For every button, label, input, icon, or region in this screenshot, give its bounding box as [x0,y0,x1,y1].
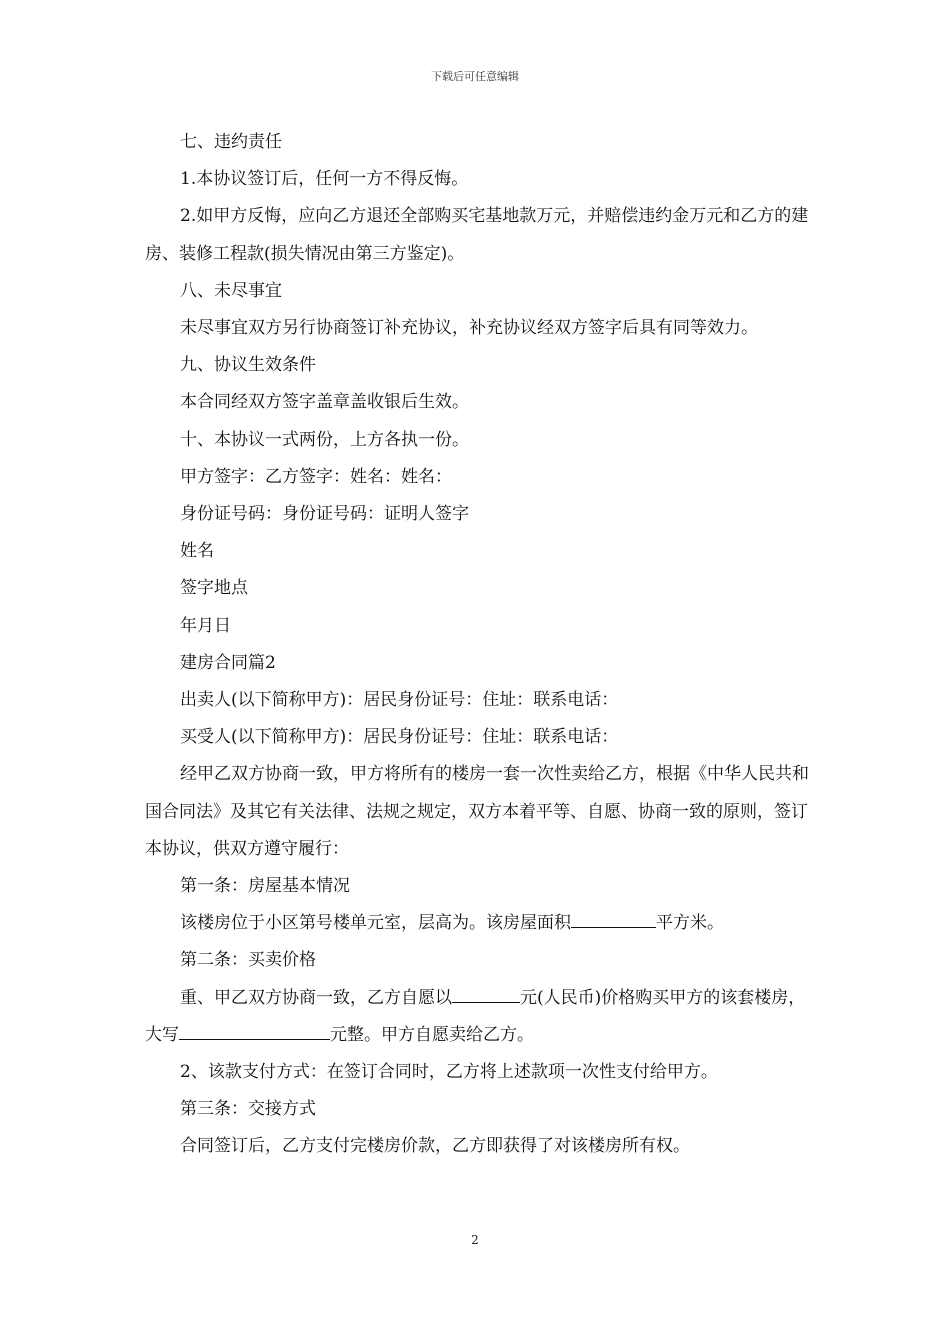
witness-name-line: 姓名 [180,541,214,562]
page-number: 2 [471,1233,479,1247]
id-number-line: 身份证号码：身份证号码：证明人签字 [180,504,469,525]
handover-line: 合同签订后，乙方支付完楼房价款，乙方即获得了对该楼房所有权。 [180,1136,690,1157]
price-line [145,980,809,1054]
signature-line: 甲方签字：乙方签字：姓名：姓名： [180,466,452,487]
price-blank [452,985,520,1003]
article-3-title: 第三条：交接方式 [180,1099,316,1120]
area-line-unit: 平方米。 [656,913,724,934]
buyer-info-line: 买受人(以下简称甲方)：居民身份证号：住址：联系电话： [180,727,619,748]
article-2-title: 第二条：买卖价格 [180,950,316,971]
clause-7-1: 1.本协议签订后，任何一方不得反悔。 [180,169,469,190]
date-line: 年月日 [180,615,231,636]
contract-2-title: 建房合同篇2 [180,652,276,673]
section-10: 十、本协议一式两份，上方各执一份。 [180,429,469,450]
preamble-paragraph: 经甲乙双方协商一致，甲方将所有的楼房一套一次性卖给乙方，根据《中华人民共和国合同法》及其它有关法律、法规之规定，双方本着平等、自愿、协商一致的原则，签订本协议，供双方遵守履行： [145,764,809,859]
price-line-middle: 元(人民币)价格购买甲方的该套楼房，大写 [145,987,806,1045]
price-capital-blank [179,1022,330,1040]
clause-7-2: 2.如甲方反悔，应向乙方退还全部购买宅基地款万元，并赔偿违约金万元和乙方的建房、装修工程款(损失情况由第三方鉴定)。 [145,206,809,264]
signing-place-line: 签字地点 [180,578,248,599]
area-blank [571,910,656,928]
area-line [145,905,809,942]
section-7-title: 七、违约责任 [180,132,282,152]
seller-info-line: 出卖人(以下简称甲方)：居民身份证号：住址：联系电话： [180,690,619,711]
area-line-text: 该楼房位于小区第号楼单元室，层高为。该房屋面积 [180,913,571,934]
section-9-title: 九、协议生效条件 [180,355,316,376]
price-line-start: 重、甲乙双方协商一致，乙方自愿以 [180,987,452,1008]
section-9-body: 本合同经双方签字盖章盖收银后生效。 [180,392,469,413]
document-body [145,124,809,1166]
section-8-body: 未尽事宜双方另行协商签订补充协议，补充协议经双方签字后具有同等效力。 [180,318,758,339]
page-header: 下载后可任意编辑 [431,70,519,83]
article-1-title: 第一条：房屋基本情况 [180,876,350,897]
section-8-title: 八、未尽事宜 [180,280,282,301]
payment-method-line: 2、该款支付方式：在签订合同时，乙方将上述款项一次性支付给甲方。 [180,1062,718,1083]
price-line-end: 元整。甲方自愿卖给乙方。 [330,1024,534,1045]
